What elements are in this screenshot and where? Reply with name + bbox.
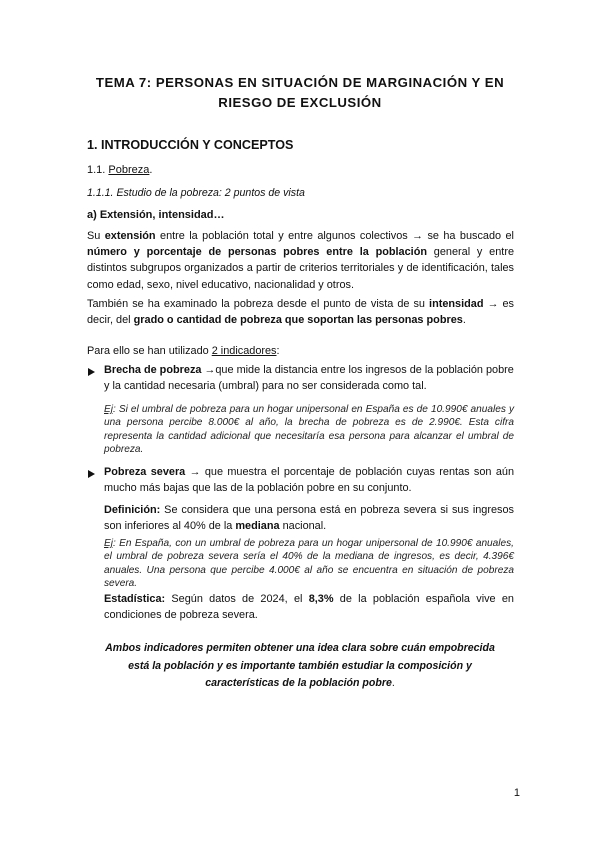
conclusion-line-2: está la población y es importante también estudiar la composición y [128, 659, 472, 672]
indicator2-definition [104, 502, 514, 534]
indicators-intro [87, 345, 280, 357]
indicators-intro-text: Para ello se han utilizado [87, 345, 212, 357]
conclusion-line-1: Ambos indicadores permiten obtener una idea clara sobre cuán empobrecida [105, 642, 495, 654]
indicator1-example-label: Ej [104, 404, 113, 415]
para2-text-3: . [462, 314, 466, 327]
conclusion-line-3-text: características de la población pobre [205, 677, 392, 689]
arrow-bullet-icon [88, 470, 95, 478]
subsection-label: Pobreza [108, 164, 150, 176]
indicator1-example [104, 403, 514, 456]
page-number: 1 [513, 787, 520, 799]
definition-text-2: nacional. [279, 520, 327, 533]
indicator2-example [104, 537, 514, 590]
indicators-intro-colon: : [276, 345, 280, 357]
title-line-1: TEMA 7: PERSONAS EN SITUACIÓN DE MARGINACIÓN Y EN [95, 75, 505, 90]
para1-text-3: general y entre distintos subgrupos organizados a partir de criterios territoriales y de identificación, tales como edad, sexo, nivel educativo, nacionalidad y otros. [87, 246, 514, 291]
paragraph-extension [87, 228, 514, 293]
indicator2-example-text: : En España, con un umbral de pobreza para un hogar unipersonal de 10.990€ anuales, el umbral de pobreza severa sería el 40% de la mediana de ingresos, es decir, 4.396€ anuales. Una persona que percibe 4.000€ al año se encuentra en situación de pobreza severa. [104, 538, 514, 589]
subsection-heading [87, 164, 152, 176]
para1-bold-1: extensión [104, 230, 156, 242]
para2-text-2: → es decir, del [87, 298, 515, 327]
statistic-text-2: de la población española vive en condiciones de pobreza severa. [104, 593, 514, 622]
indicator2-statistic [104, 591, 514, 623]
definition-bold: mediana [235, 520, 280, 533]
part-a-heading: a) Extensión, intensidad… [87, 209, 225, 221]
section-heading: 1. INTRODUCCIÓN Y CONCEPTOS [87, 138, 294, 152]
statistic-text-1: Según datos de 2024, el [165, 593, 309, 605]
subsection-period: . [149, 164, 153, 176]
para1-bold-2: número y porcentaje de personas pobres entre la población [87, 246, 428, 259]
para2-text-1: También se ha examinado la pobreza desde el punto de vista de su [87, 298, 430, 310]
statistic-label: Estadística: [104, 593, 166, 605]
indicator2-example-label: Ej [104, 538, 113, 549]
statistic-bold: 8,3% [308, 593, 334, 605]
indicators-intro-underlined: 2 indicadores [211, 345, 277, 357]
conclusion-period: . [391, 677, 395, 689]
indicator1-example-text: : Si el umbral de pobreza para un hogar unipersonal en España es de 10.990€ anuales y una persona percibe 8.000€ al año, la brecha de pobreza es de 2.990€. Esta cifra representa la cantidad adicional que necesitaría esa persona para alcanzar el umbral de pobreza. [104, 404, 514, 455]
para2-bold-2: grado o cantidad de pobreza que soportan las personas pobres [133, 314, 463, 327]
document-title [60, 73, 540, 113]
definition-text-1: Se considera que una persona está en pobreza severa si sus ingresos son inferiores al 40% de la [104, 504, 514, 533]
indicator1-name: Brecha de pobreza [104, 364, 202, 376]
para1-text-1: Su [87, 230, 105, 242]
para1-text-2: entre la población total y entre algunos colectivos → se ha buscado el [155, 230, 514, 242]
subsection-number: 1.1. [87, 164, 106, 176]
indicator2-name: Pobreza severa [104, 466, 186, 478]
arrow-bullet-icon [88, 368, 95, 376]
indicator-pobreza-severa [104, 464, 514, 496]
paragraph-intensity [87, 296, 514, 328]
indicator2-desc: → que muestra el porcentaje de población cuyas rentas son aún mucho más bajas que las de la población pobre en su conjunto. [104, 466, 514, 495]
para2-bold-1: intensidad [429, 298, 484, 310]
definition-label: Definición: [104, 504, 161, 516]
title-line-2: RIESGO DE EXCLUSIÓN [218, 95, 382, 110]
subsubsection-heading: 1.1.1. Estudio de la pobreza: 2 puntos de vista [87, 187, 305, 199]
indicator1-desc: →que mide la distancia entre los ingresos de la población pobre y la cantidad necesaria (umbral) para no ser considerada como tal. [104, 364, 514, 393]
indicator-brecha [104, 362, 514, 394]
conclusion-line-3 [80, 675, 520, 693]
conclusion [80, 640, 520, 693]
